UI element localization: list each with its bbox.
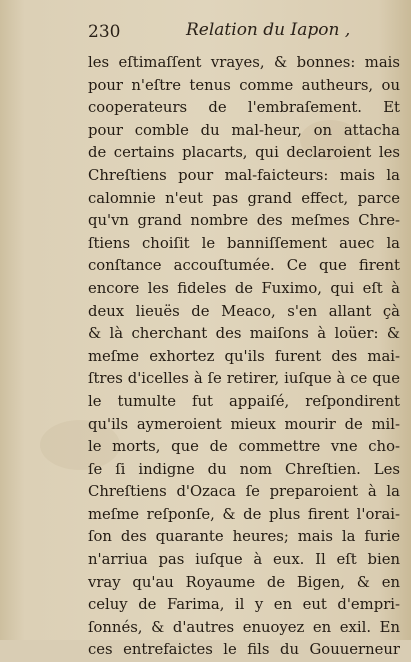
text-line: Chreſtiens pour mal-faicteurs: mais la: [88, 166, 400, 184]
text-line: le tumulte fut appaiſé, reſpondirent: [88, 392, 400, 410]
text-line: encore les fideles de Fuximo, qui eſt à: [88, 279, 400, 297]
text-line: conſtance accouſtumée. Ce que firent: [88, 257, 400, 275]
text-line: calomnie n'eut pas grand effect, parce: [88, 189, 400, 207]
text-line: qu'ils aymeroient mieux mourir de mil-: [88, 415, 400, 433]
text-line: meſme exhortez qu'ils furent des mai-: [88, 347, 400, 365]
text-line: ſonnés, & d'autres enuoyez en exil. En: [88, 618, 400, 636]
page-number: 230: [88, 22, 121, 42]
text-line: le morts, que de commettre vne cho-: [88, 438, 400, 456]
text-line: ces entrefaictes le fils du Gouuerneur: [88, 641, 400, 659]
text-line: pour comble du mal-heur, on attacha: [88, 121, 400, 139]
text-line: ſe ſi indigne du nom Chreſtien. Les: [88, 460, 400, 478]
text-line: cooperateurs de l'embraſement. Et: [88, 99, 400, 117]
text-line: qu'vn grand nombre des meſmes Chre-: [88, 212, 400, 230]
text-line: ſon des quarante heures; mais la furie: [88, 528, 400, 546]
text-line: n'arriua pas iuſque à eux. Il eſt bien: [88, 551, 400, 569]
body-text: [88, 52, 400, 662]
page-header: [88, 16, 368, 42]
text-line: ſtres d'icelles à ſe retirer, iuſque à ce que: [88, 370, 400, 388]
text-line: les eſtimaſſent vrayes, & bonnes: mais: [88, 54, 400, 71]
text-line: Chreſtiens d'Ozaca ſe preparoient à la: [88, 483, 400, 501]
text-line: ſtiens choiſit le banniſſement auec la: [88, 234, 400, 252]
running-title: Relation du Iapon ,: [186, 20, 351, 40]
text-line: de certains placarts, qui declaroient les: [88, 144, 400, 162]
text-line: celuy de Farima, il y en eut d'empri-: [88, 596, 400, 614]
text-line: & là cherchant des maiſons à loüer: &: [88, 325, 400, 343]
text-line: pour n'eſtre tenus comme autheurs, ou: [88, 76, 400, 94]
text-line: vray qu'au Royaume de Bigen, & en: [88, 573, 400, 591]
text-line: meſme reſponſe, & de plus firent l'orai-: [88, 505, 400, 523]
text-line: deux lieuës de Meaco, s'en allant çà: [88, 302, 400, 320]
